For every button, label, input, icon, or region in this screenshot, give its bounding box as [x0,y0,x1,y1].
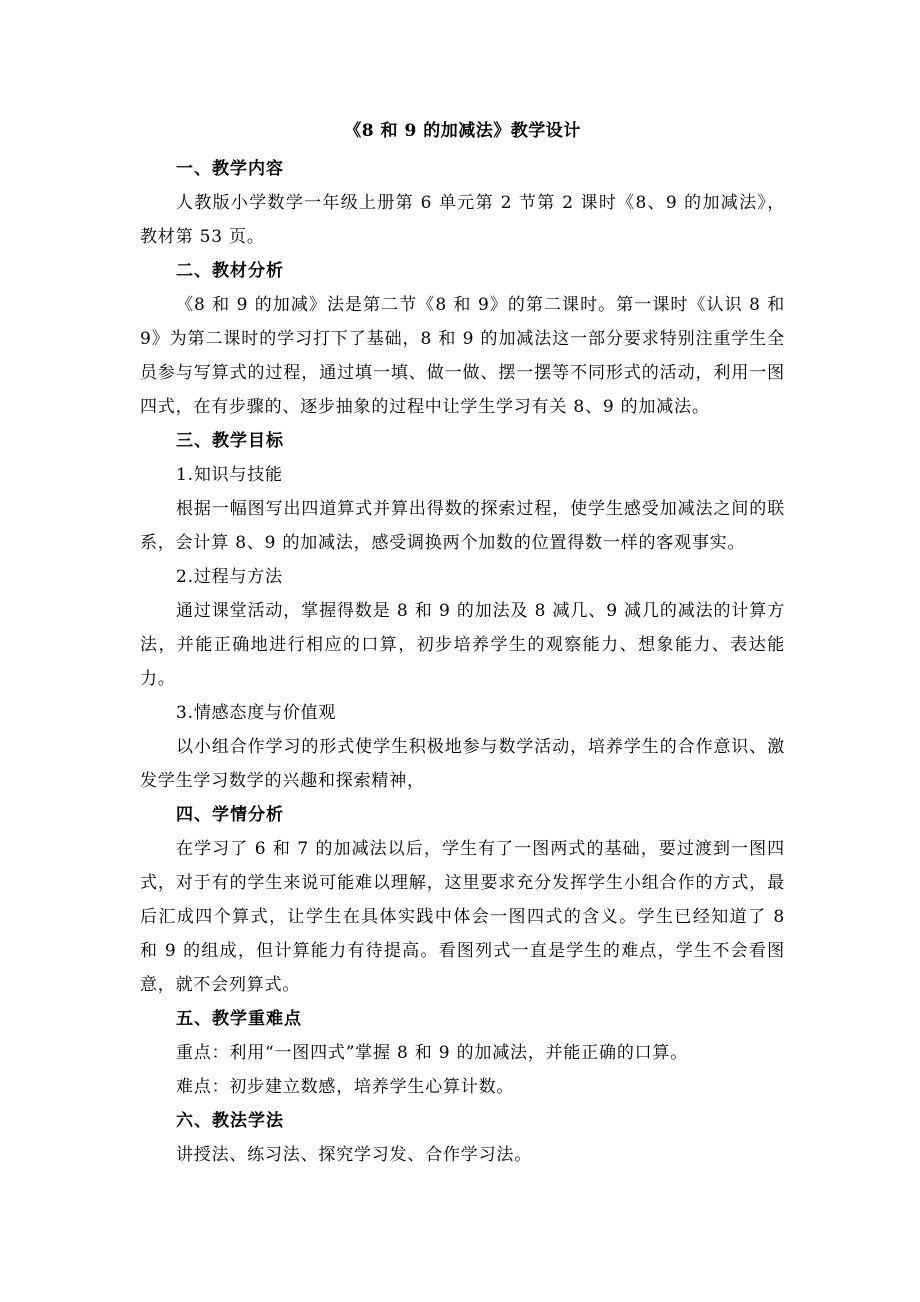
section-body-textbook-analysis: 《8 和 9 的加减》法是第二节《8 和 9》的第二课时。第一课时《认识 8 和 9》为第二课时的学习打下了基础，8 和 9 的加减法这一部分要求特别注重学生全员参与写算式的过程，通过填一填、做一做、摆一摆等不同形式的活动，利用一图四式，在有步骤的、逐步抽象的过程中让学生学习有关 8、9 的加减法。 [140,295,785,417]
section-body-methods: 讲授法、练习法、探究学习发、合作学习法。 [176,1145,532,1165]
goal-body-process: 通过课堂活动，掌握得数是 8 和 9 的加法及 8 减几、9 减几的减法的计算方法，并能正确地进行相应的口算，初步培养学生的观察能力、想象能力、表达能力。 [140,601,785,689]
section-heading-methods: 六、教法学法 [176,1111,284,1131]
section-heading-textbook-analysis: 二、教材分析 [176,261,284,281]
section-body-teaching-content: 人教版小学数学一年级上册第 6 单元第 2 节第 2 课时《8、9 的加减法》，教材第 53 页。 [140,193,785,247]
section-heading-key-points: 五、教学重难点 [176,1009,302,1029]
section-heading-teaching-goals: 三、教学目标 [176,431,284,451]
document-title: 《8 和 9 的加减法》教学设计 [344,121,581,141]
section-heading-teaching-content: 一、教学内容 [176,159,284,179]
key-point-text: 重点：利用“一图四式”掌握 8 和 9 的加减法，并能正确的口算。 [176,1043,689,1063]
goal-body-attitude: 以小组合作学习的形式使学生积极地参与数学活动，培养学生的合作意识、激发学生学习数学的兴趣和探索精神， [140,737,785,791]
difficulty-point-text: 难点：初步建立数感，培养学生心算计数。 [176,1077,515,1097]
goal-label-process: 2.过程与方法 [176,567,283,587]
section-heading-student-analysis: 四、学情分析 [176,805,284,825]
document-page [140,118,785,1172]
section-body-student-analysis: 在学习了 6 和 7 的加减法以后，学生有了一图两式的基础，要过渡到一图四式，对于有的学生来说可能难以理解，这里要求充分发挥学生小组合作的方式，最后汇成四个算式，让学生在具体实践中体会一图四式的含义。学生已经知道了 8 和 9 的组成，但计算能力有待提高。看图列式一直是学生的难点，学生不会看图意，就不会列算式。 [140,839,785,995]
goal-label-attitude: 3.情感态度与价值观 [176,703,337,723]
goal-body-knowledge: 根据一幅图写出四道算式并算出得数的探索过程，使学生感受加减法之间的联系，会计算 8、9 的加减法，感受调换两个加数的位置得数一样的客观事实。 [140,499,785,553]
goal-label-knowledge: 1.知识与技能 [176,465,283,485]
